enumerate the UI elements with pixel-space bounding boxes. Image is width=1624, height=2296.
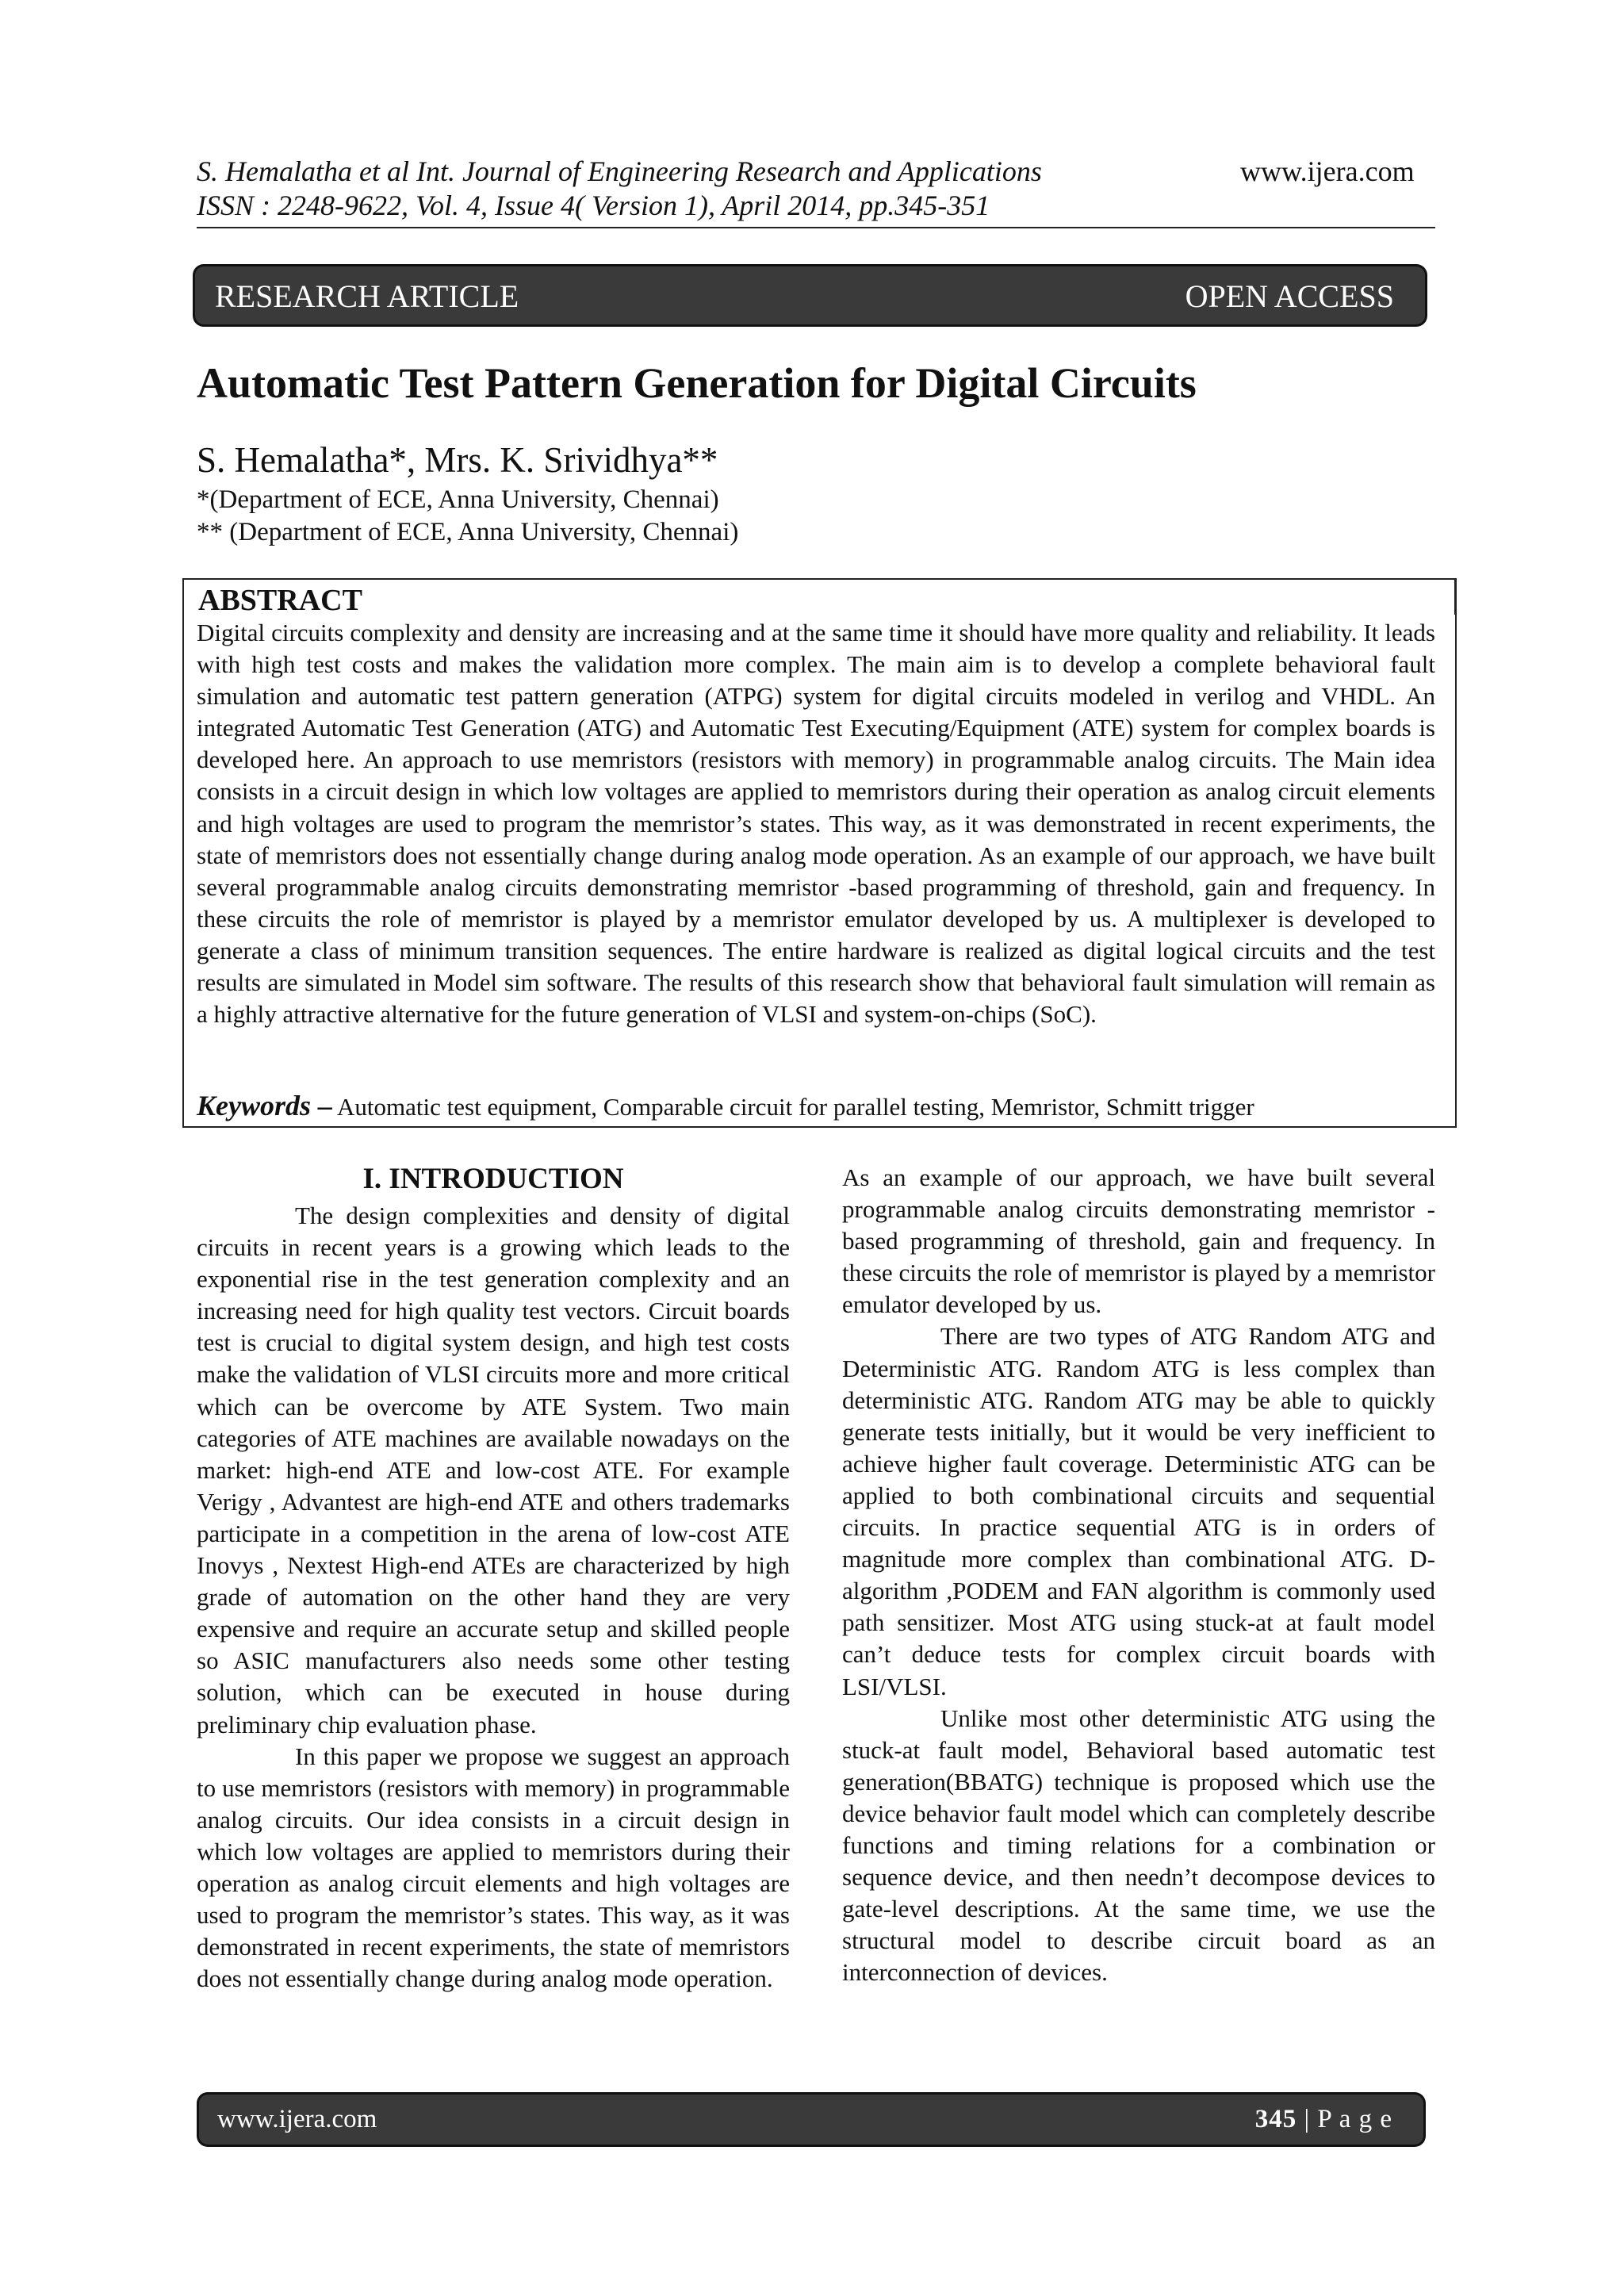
paper-title: Automatic Test Pattern Generation for Digital Circuits [197,359,1197,407]
abstract-box-corner [1454,578,1456,615]
journal-citation-line: S. Hemalatha et al Int. Journal of Engineering Research and Applications [197,155,1042,187]
introduction-heading: I. INTRODUCTION [362,1163,624,1195]
keywords-text: Automatic test equipment, Comparable circuit for parallel testing, Memristor, Schmitt trigger [332,1093,1254,1121]
header-website-link[interactable]: www.ijera.com [1240,155,1415,187]
page-footer-bar [197,2092,1426,2147]
abstract-heading: ABSTRACT [198,584,362,617]
paper-authors: S. Hemalatha*, Mrs. K. Srividhya** [197,440,718,480]
abstract-text: Digital circuits complexity and density are increasing and at the same time it should have more quality and reliability. It leads with high test costs and makes the validation more complex. The main aim is to develop a complete behavioral fault simulation and automatic test pattern generation (ATPG) system for digital circuits modeled in verilog and VHDL. An integrated Automatic Test Generation (ATG) and Automatic Test Executing/Equipment (ATE) system for complex boards is developed here. An approach to use memristors (resistors with memory) in programmable analog circuits. The Main idea consists in a circuit design in which low voltages are applied to memristors during their operation as analog circuit elements and high voltages are used to program the memristor’s states. This way, as it was demonstrated in recent experiments, the state of memristors does not essentially change during analog mode operation. As an example of our approach, we have built several programmable analog circuits demonstrating memristor -based programming of threshold, gain and frequency. In these circuits the role of memristor is played by a memristor emulator developed by us. A multiplexer is developed to generate a class of minimum transition sequences. The entire hardware is realized as digital logical circuits and the test results are simulated in Model sim software. The results of this research show that behavioral fault simulation will remain as a highly attractive alternative for the future generation of VLSI and system-on-chips (SoC). [197,619,1435,1029]
intro-paragraph-4: There are two types of ATG Random ATG and Deterministic ATG. Random ATG is less complex than deterministic ATG. Random ATG may be able to quickly generate tests initially, but it would be very inefficient to achieve higher fault coverage. Deterministic ATG can be applied to both combinational circuits and sequential circuits. In practice sequential ATG is in orders of magnitude more complex than combinational ATG. D-algorithm ,PODEM and FAN algorithm is commonly used path sensitizer. Most ATG using stuck-at at fault model can’t deduce tests for complex circuit boards with LSI/VLSI. [842,1322,1435,1700]
left-column [197,1162,790,1995]
keywords-line [197,1090,1254,1123]
issn-line: ISSN : 2248-9622, Vol. 4, Issue 4( Version 1), April 2014, pp.345-351 [197,190,990,221]
page-label: | P a g e [1297,2105,1392,2133]
intro-paragraph-5: Unlike most other deterministic ATG using the stuck-at fault model, Behavioral based automatic test generation(BBATG) technique is proposed which use the device behavior fault model which can completely describe functions and timing relations for a combination or sequence device, and then needn’t decompose devices to gate-level descriptions. At the same time, we use the structural model to describe circuit board as an interconnection of devices. [842,1704,1435,1987]
footer-inner [199,2095,1423,2145]
intro-paragraph-3: As an example of our approach, we have built several programmable analog circuits demonstrating memristor -based programming of threshold, gain and frequency. In these circuits the role of memristor is played by a memristor emulator developed by us. [842,1163,1435,1319]
research-article-label: RESEARCH ARTICLE [215,278,519,314]
intro-paragraph-2: In this paper we propose we suggest an approach to use memristors (resistors with memory) in programmable analog circuits. Our idea consists in a circuit design in which low voltages are applied to memristors during their operation as analog circuit elements and high voltages are used to program the memristor’s states. This way, as it was demonstrated in recent experiments, the state of memristors does not essentially change during analog mode operation. [197,1742,790,1993]
affiliation-1: *(Department of ECE, Anna University, Chennai) [197,485,719,514]
footer-website-link[interactable]: www.ijera.com [217,2105,377,2133]
page-number: 345 [1254,2105,1297,2133]
intro-paragraph-1: The design complexities and density of digital circuits in recent years is a growing which leads to the exponential rise in the test generation complexity and an increasing need for high quality test vectors. Circuit boards test is crucial to digital system design, and high test costs make the validation of VLSI circuits more and more critical which can be overcome by ATE System. Two main categories of ATE machines are available nowadays on the market: high-end ATE and low-cost ATE. For example Verigy , Advantest are high-end ATE and others trademarks participate in a competition in the arena of low-cost ATE Inovys , Nextest High-end ATEs are characterized by high grade of automation on the other hand they are very expensive and require an accurate setup and skilled people so ASIC manufacturers also needs some other testing solution, which can be executed in house during preliminary chip evaluation phase. [197,1202,790,1738]
open-access-label: OPEN ACCESS [1185,278,1394,314]
right-column [842,1162,1435,1988]
page-indicator [1255,2103,1392,2135]
keywords-label: Keywords – [197,1090,332,1121]
header-divider [197,227,1435,228]
article-type-banner [193,264,1427,327]
affiliation-2: ** (Department of ECE, Anna University, Chennai) [197,518,739,546]
